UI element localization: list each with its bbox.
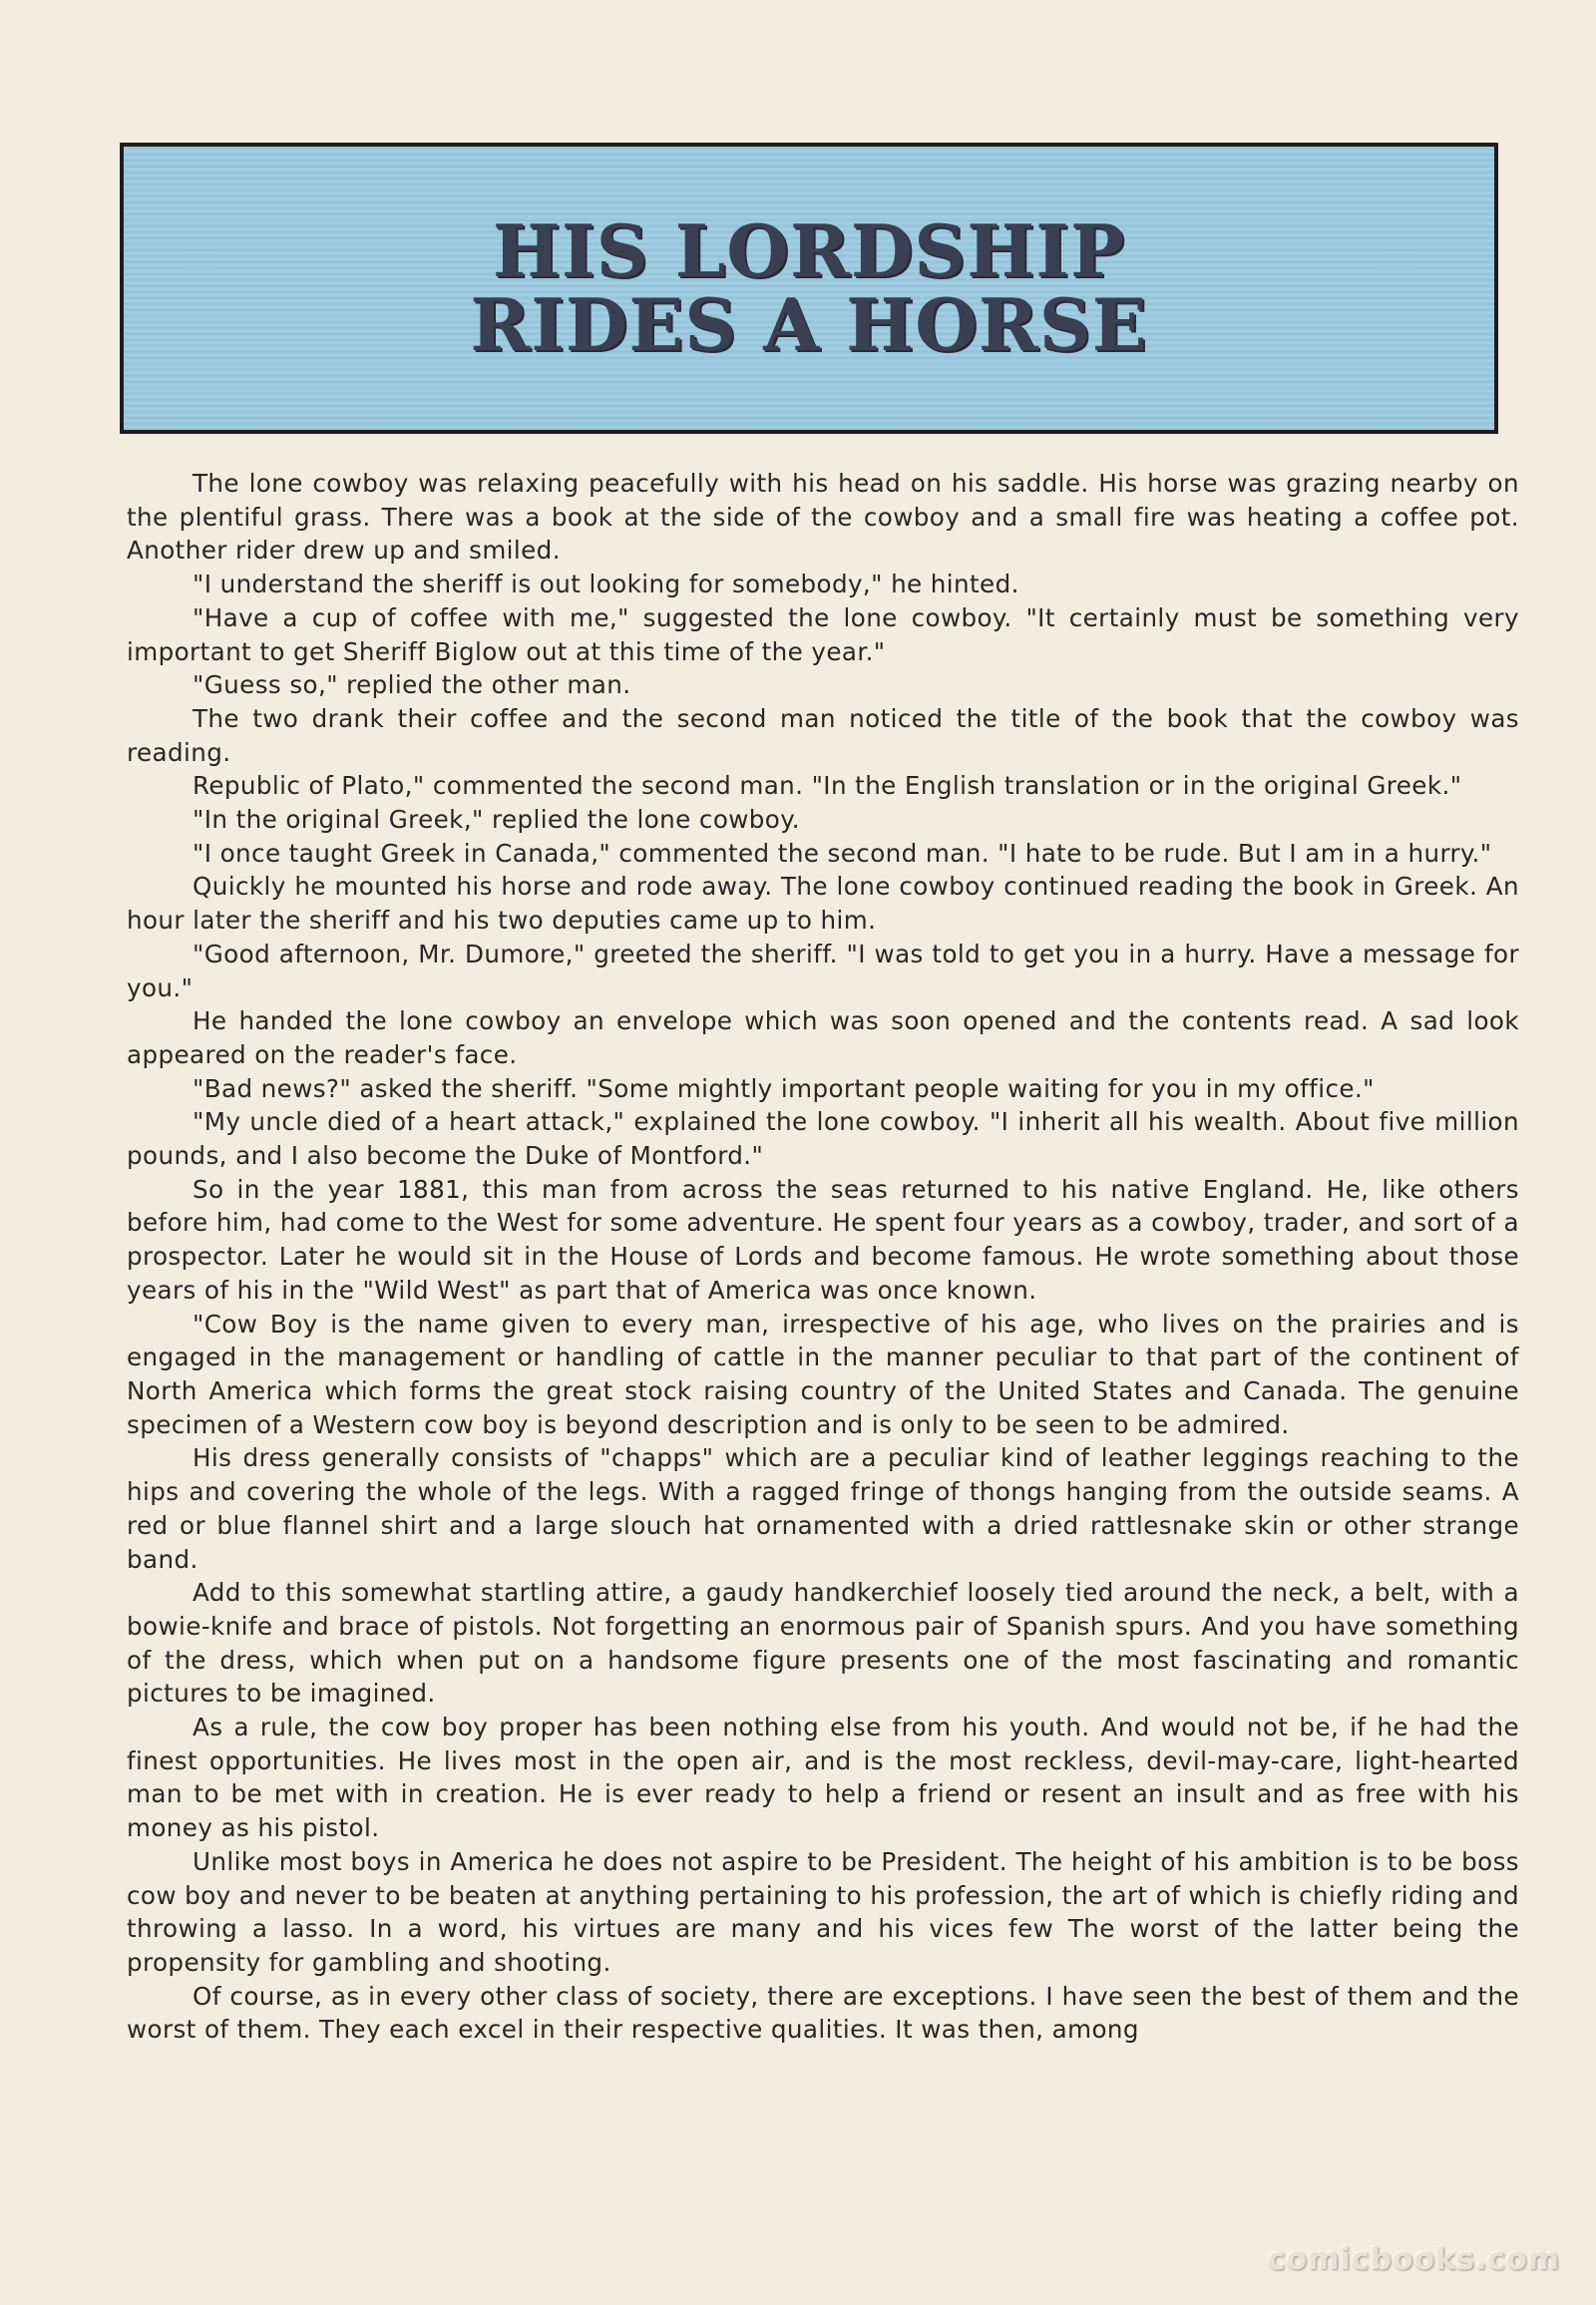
paragraph: "Cow Boy is the name given to every man, irrespective of his age, who lives on the prairies and is engaged in the management or handling of cattle in the manner peculiar to that part of the continent of North America which forms the great stock raising country of the United States and Canada. The genuine specimen of a Western cow boy is beyond description and is only to be seen to be admired. [127,1309,1519,1439]
paragraph: Add to this somewhat startling attire, a gaudy handkerchief loosely tied around the neck, a belt, with a bowie-knife and brace of pistols. Not forgetting an enormous pair of Spanish spurs. And you have something of the dress, which when put on a handsome figure presents one of the most fascinating and romantic pictures to be imagined. [127,1578,1519,1709]
paragraph: Quickly he mounted his horse and rode away. The lone cowboy continued reading the book in Greek. An hour later the sheriff and his two deputies came up to him. [127,872,1519,936]
paragraph: The lone cowboy was relaxing peacefully with his head on his saddle. His horse was grazing nearby on the plentiful grass. There was a book at the side of the cowboy and a small fire was heating a coffee pot. Another rider drew up and smiled. [127,469,1519,566]
paragraph: Unlike most boys in America he does not aspire to be President. The height of his ambition is to be boss cow boy and never to be beaten at anything pertaining to his profession, the art of which is chiefly riding and throwing a lasso. In a word, his virtues are many and his vices few The worst of the latter being the propensity for gambling and shooting. [127,1846,1519,1977]
paragraph: "Have a cup of coffee with me," suggested the lone cowboy. "It certainly must be something very important to get Sheriff Biglow out at this time of the year." [127,602,1519,666]
title-banner [120,143,1498,434]
paragraph: "In the original Greek," replied the lone cowboy. [193,805,800,835]
paragraph: "Good afternoon, Mr. Dumore," greeted the sheriff. "I was told to get you in a hurry. Have a message for you." [127,939,1519,1002]
site-watermark: comicbooks.com [1267,2242,1560,2277]
paragraph: So in the year 1881, this man from across the seas returned to his native England. He, like others before him, had come to the West for some adventure. He spent four years as a cowboy, trader, and sort of a prospector. Later he would sit in the House of Lords and become famous. He wrote something about those years of his in the "Wild West" as part that of America was once known. [127,1174,1519,1305]
paragraph: "Bad news?" asked the sheriff. "Some mightly important people waiting for you in my office." [193,1073,1375,1103]
paragraph: "Guess so," replied the other man. [193,670,631,700]
story-text [127,467,1519,2047]
paragraph: "I once taught Greek in Canada," commented the second man. "I hate to be rude. But I am in a hurry." [193,838,1492,868]
paragraph: The two drank their coffee and the second man noticed the title of the book that the cowboy was reading. [127,703,1519,767]
paragraph: "I understand the sheriff is out looking for somebody," he hinted. [193,570,1019,599]
paragraph: Republic of Plato," commented the second man. "In the English translation or in the original Greek." [193,771,1462,801]
paragraph: "My uncle died of a heart attack," explained the lone cowboy. "I inherit all his wealth. About five million pounds, and I also become the Duke of Montford." [127,1107,1519,1171]
paragraph: As a rule, the cow boy proper has been nothing else from his youth. And would not be, if he had the finest opportunities. He lives most in the open air, and is the most reckless, devil-may-care, light-hearted man to be met with in creation. He is ever ready to help a friend or resent an insult and as free with his money as his pistol. [127,1713,1519,1843]
title-line-1: HIS LORDSHIP [492,208,1126,293]
paragraph: His dress generally consists of "chapps" which are a peculiar kind of leather leggings reaching to the hips and covering the whole of the legs. With a ragged fringe of thongs hanging from the outside seams. A red or blue flannel shirt and a large slouch hat ornamented with a dried rattlesnake skin or other strange band. [127,1443,1519,1574]
title-line-2: RIDES A HORSE [470,282,1148,367]
paragraph: Of course, as in every other class of society, there are exceptions. I have seen the best of them and the worst of them. They each excel in their respective qualities. It was then, among [127,1981,1519,2045]
paragraph: He handed the lone cowboy an envelope which was soon opened and the contents read. A sad look appeared on the reader's face. [127,1006,1519,1069]
